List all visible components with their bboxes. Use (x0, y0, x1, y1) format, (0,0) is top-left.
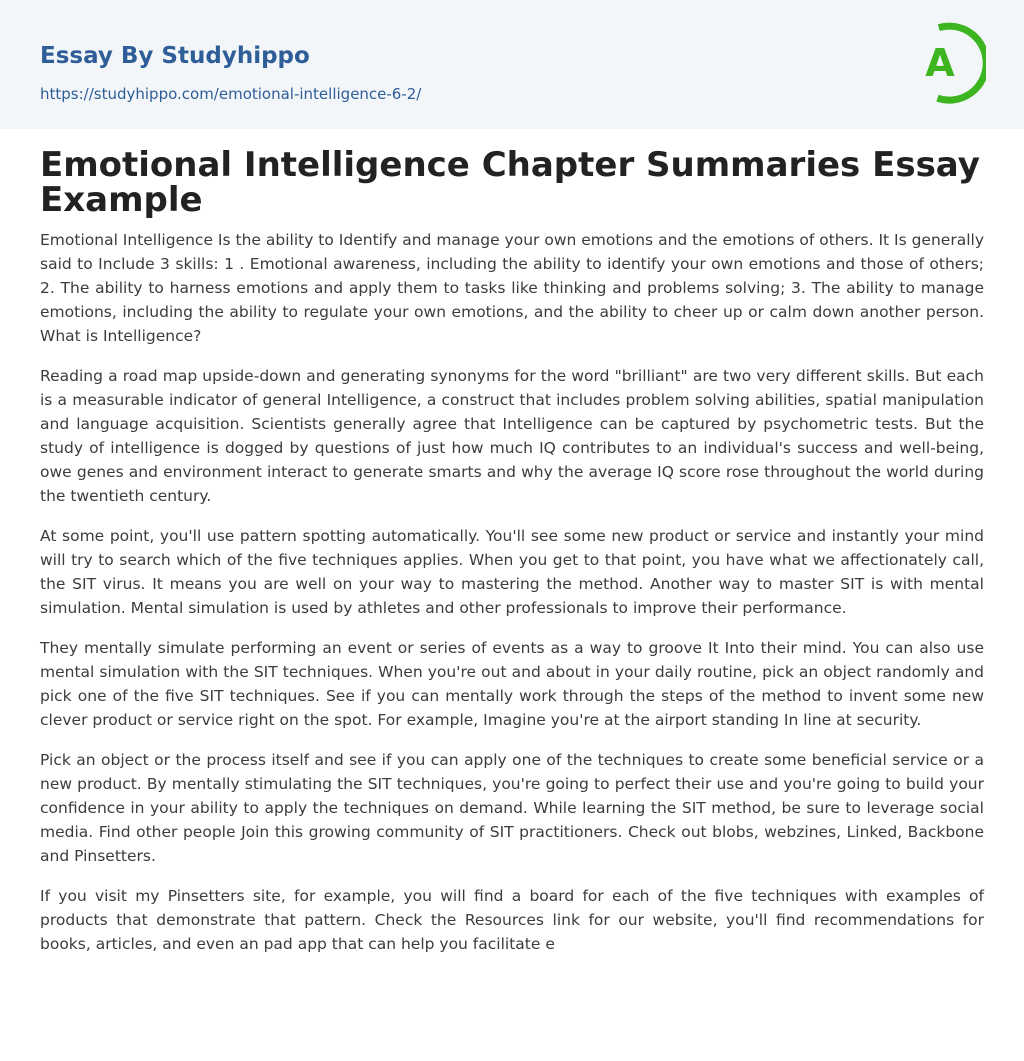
site-header (0, 0, 1024, 129)
essay-paragraph-3: At some point, you'll use pattern spotting automatically. You'll see some new product or service and instantly your mind will try to search which of the five techniques applies. When you get to that point, you have what we affectionately call, the SIT virus. It means you are well on your way to mastering the method. Another way to master SIT is with mental simulation. Mental simulation is used by athletes and other professionals to improve their performance. (40, 527, 984, 617)
page-title: Emotional Intelligence Chapter Summaries Essay Example (40, 145, 980, 220)
essay-paragraph-6: If you visit my Pinsetters site, for example, you will find a board for each of the five techniques with examples of products that demonstrate that pattern. Check the Resources link for our website, you'll find recommendations for books, articles, and even an pad app that can help you facilitate e (40, 887, 984, 953)
site-title[interactable]: Essay By Studyhippo (40, 43, 310, 69)
essay-paragraph-5: Pick an object or the process itself and see if you can apply one of the techniques to create some beneficial service or a new product. By mentally stimulating the SIT techniques, you're going to perfect their use and you're going to build your confidence in your ability to apply the techniques on demand. While learning the SIT method, be sure to leverage social media. Find other people Join this growing community of SIT practitioners. Check out blobs, webzines, Linked, Backbone and Pinsetters. (40, 751, 984, 865)
essay-content (40, 228, 984, 972)
logo-letter: A (925, 41, 955, 85)
essay-paragraph-4: They mentally simulate performing an event or series of events as a way to groove It Into their mind. You can also use mental simulation with the SIT techniques. When you're out and about in your daily routine, pick an object randomly and pick one of the five SIT techniques. See if you can mentally work through the steps of the method to invent some new clever product or service right on the spot. For example, Imagine you're at the airport standing In line at security. (40, 639, 984, 729)
essay-paragraph-2: Reading a road map upside-down and generating synonyms for the word "brilliant" are two very different skills. But each is a measurable indicator of general Intelligence, a construct that includes problem solving abilities, spatial manipulation and language acquisition. Scientists generally agree that Intelligence can be captured by psychometric tests. But the study of intelligence is dogged by questions of just how much IQ contributes to an individual's success and well-being, owe genes and environment interact to generate smarts and why the average IQ score rose throughout the world during the twentieth century. (40, 367, 984, 505)
studyhippo-logo-icon[interactable] (912, 19, 986, 105)
source-url-link[interactable]: https://studyhippo.com/emotional-intelligence-6-2/ (40, 85, 422, 103)
essay-paragraph-1: Emotional Intelligence Is the ability to Identify and manage your own emotions and the emotions of others. It Is generally said to Include 3 skills: 1 . Emotional awareness, including the ability to identify your own emotions and those of others; 2. The ability to harness emotions and apply them to tasks like thinking and problems solving; 3. The ability to manage emotions, including the ability to regulate your own emotions, and the ability to cheer up or calm down another person. What is Intelligence? (40, 231, 984, 345)
